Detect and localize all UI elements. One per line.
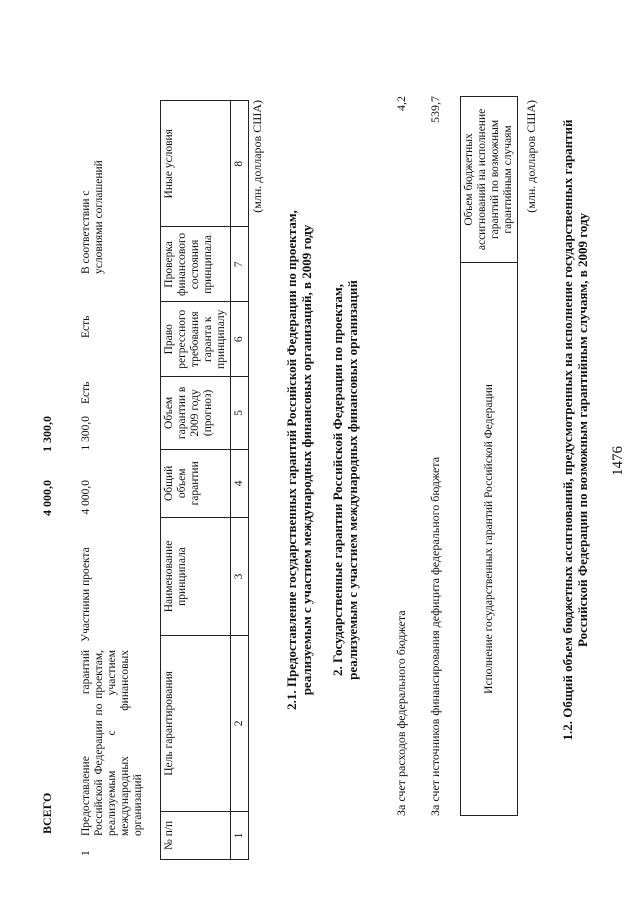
row-value: 539,7 — [428, 96, 442, 123]
total-row — [40, 100, 60, 860]
col-number: 6 — [231, 302, 249, 377]
row-volume-2009: 1 300,0 — [80, 416, 92, 451]
section-1-2-title-line1: 1.2. Общий объем бюджетных ассигнований, предусмотренных на исполнение государственных гарантий — [560, 119, 575, 741]
row-num: 1 — [80, 850, 92, 856]
col-number: 3 — [231, 518, 249, 636]
col-number: 1 — [231, 811, 249, 859]
col-number: 5 — [231, 377, 249, 449]
section-2-1-title-line1: 2.1. Предоставление государственных гарантий Российской Федерации по проектам, — [284, 210, 299, 710]
col-number: 4 — [231, 449, 249, 517]
section-2-title — [330, 180, 360, 780]
row-other: В соответствии с условиями соглашений — [80, 160, 105, 274]
col-number: 2 — [231, 635, 249, 811]
header-purpose: Цель гарантирования — [161, 635, 231, 811]
total-sum: 4 000,0 — [40, 480, 54, 516]
col-number: 8 — [231, 101, 249, 227]
page-number: 1476 — [610, 446, 626, 476]
header-regress: Право регрессного требования гаранта к принципалу — [161, 302, 231, 377]
header-principal: Наименование принципала — [161, 518, 231, 636]
row-regress: Есть — [80, 381, 92, 404]
section-2-title-line1: 2. Государственные гарантии Российской Федерации по проектам, — [330, 284, 345, 676]
header-num: № п/п — [161, 811, 231, 859]
section-2-1-unit: (млн. долларов США) — [250, 100, 264, 213]
header-total: Общий объем гарантии — [161, 449, 231, 517]
guarantees-table — [160, 100, 249, 860]
header-check: Проверка финансового состояния принципала — [161, 227, 231, 302]
section-2-1-title — [284, 100, 314, 820]
row-total: 4 000,0 — [80, 480, 92, 515]
table-row — [394, 96, 409, 816]
total-volume-2009: 1 300,0 — [40, 416, 54, 452]
col-number: 7 — [231, 227, 249, 302]
row-principal: Участники проекта — [80, 547, 92, 642]
section-2-title-line2: реализуемым с участием международных финансовых организаций — [345, 280, 360, 680]
row-purpose: Предоставление гарантий Российской Федерации по проектам, реализуемым с участием международных финансовых организаций — [80, 650, 144, 836]
row-label: За счет источников финансирования дефицита федерального бюджета — [428, 456, 442, 816]
column-number-row — [231, 101, 249, 860]
row-label: За счет расходов федерального бюджета — [394, 610, 408, 816]
table-row — [80, 100, 152, 860]
col-header-execution: Исполнение государственных гарантий Российской Федерации — [461, 262, 518, 815]
header-other: Иные условия — [161, 101, 231, 227]
total-label: ВСЕГО — [40, 792, 54, 834]
section-1-2-unit: (млн. долларов США) — [524, 100, 538, 213]
table-row — [428, 96, 443, 816]
row-check: Есть — [80, 315, 92, 338]
section-2-1-title-line2: реализуемым с участием международных финансовых организаций, в 2009 году — [299, 224, 314, 696]
header-volume-2009: Объем гарантии в 2009 году (прогноз) — [161, 377, 231, 449]
col-header-allocation: Объем бюджетных ассигнований на исполнение гарантий по возможным гарантийным случаям — [461, 97, 518, 263]
guarantee-budget-table — [460, 96, 518, 816]
section-1-2-title — [560, 30, 590, 830]
section-1-2-title-line2: Российской Федерации по возможным гарантийным случаям, в 2009 году — [575, 212, 590, 648]
row-value: 4,2 — [394, 96, 408, 111]
